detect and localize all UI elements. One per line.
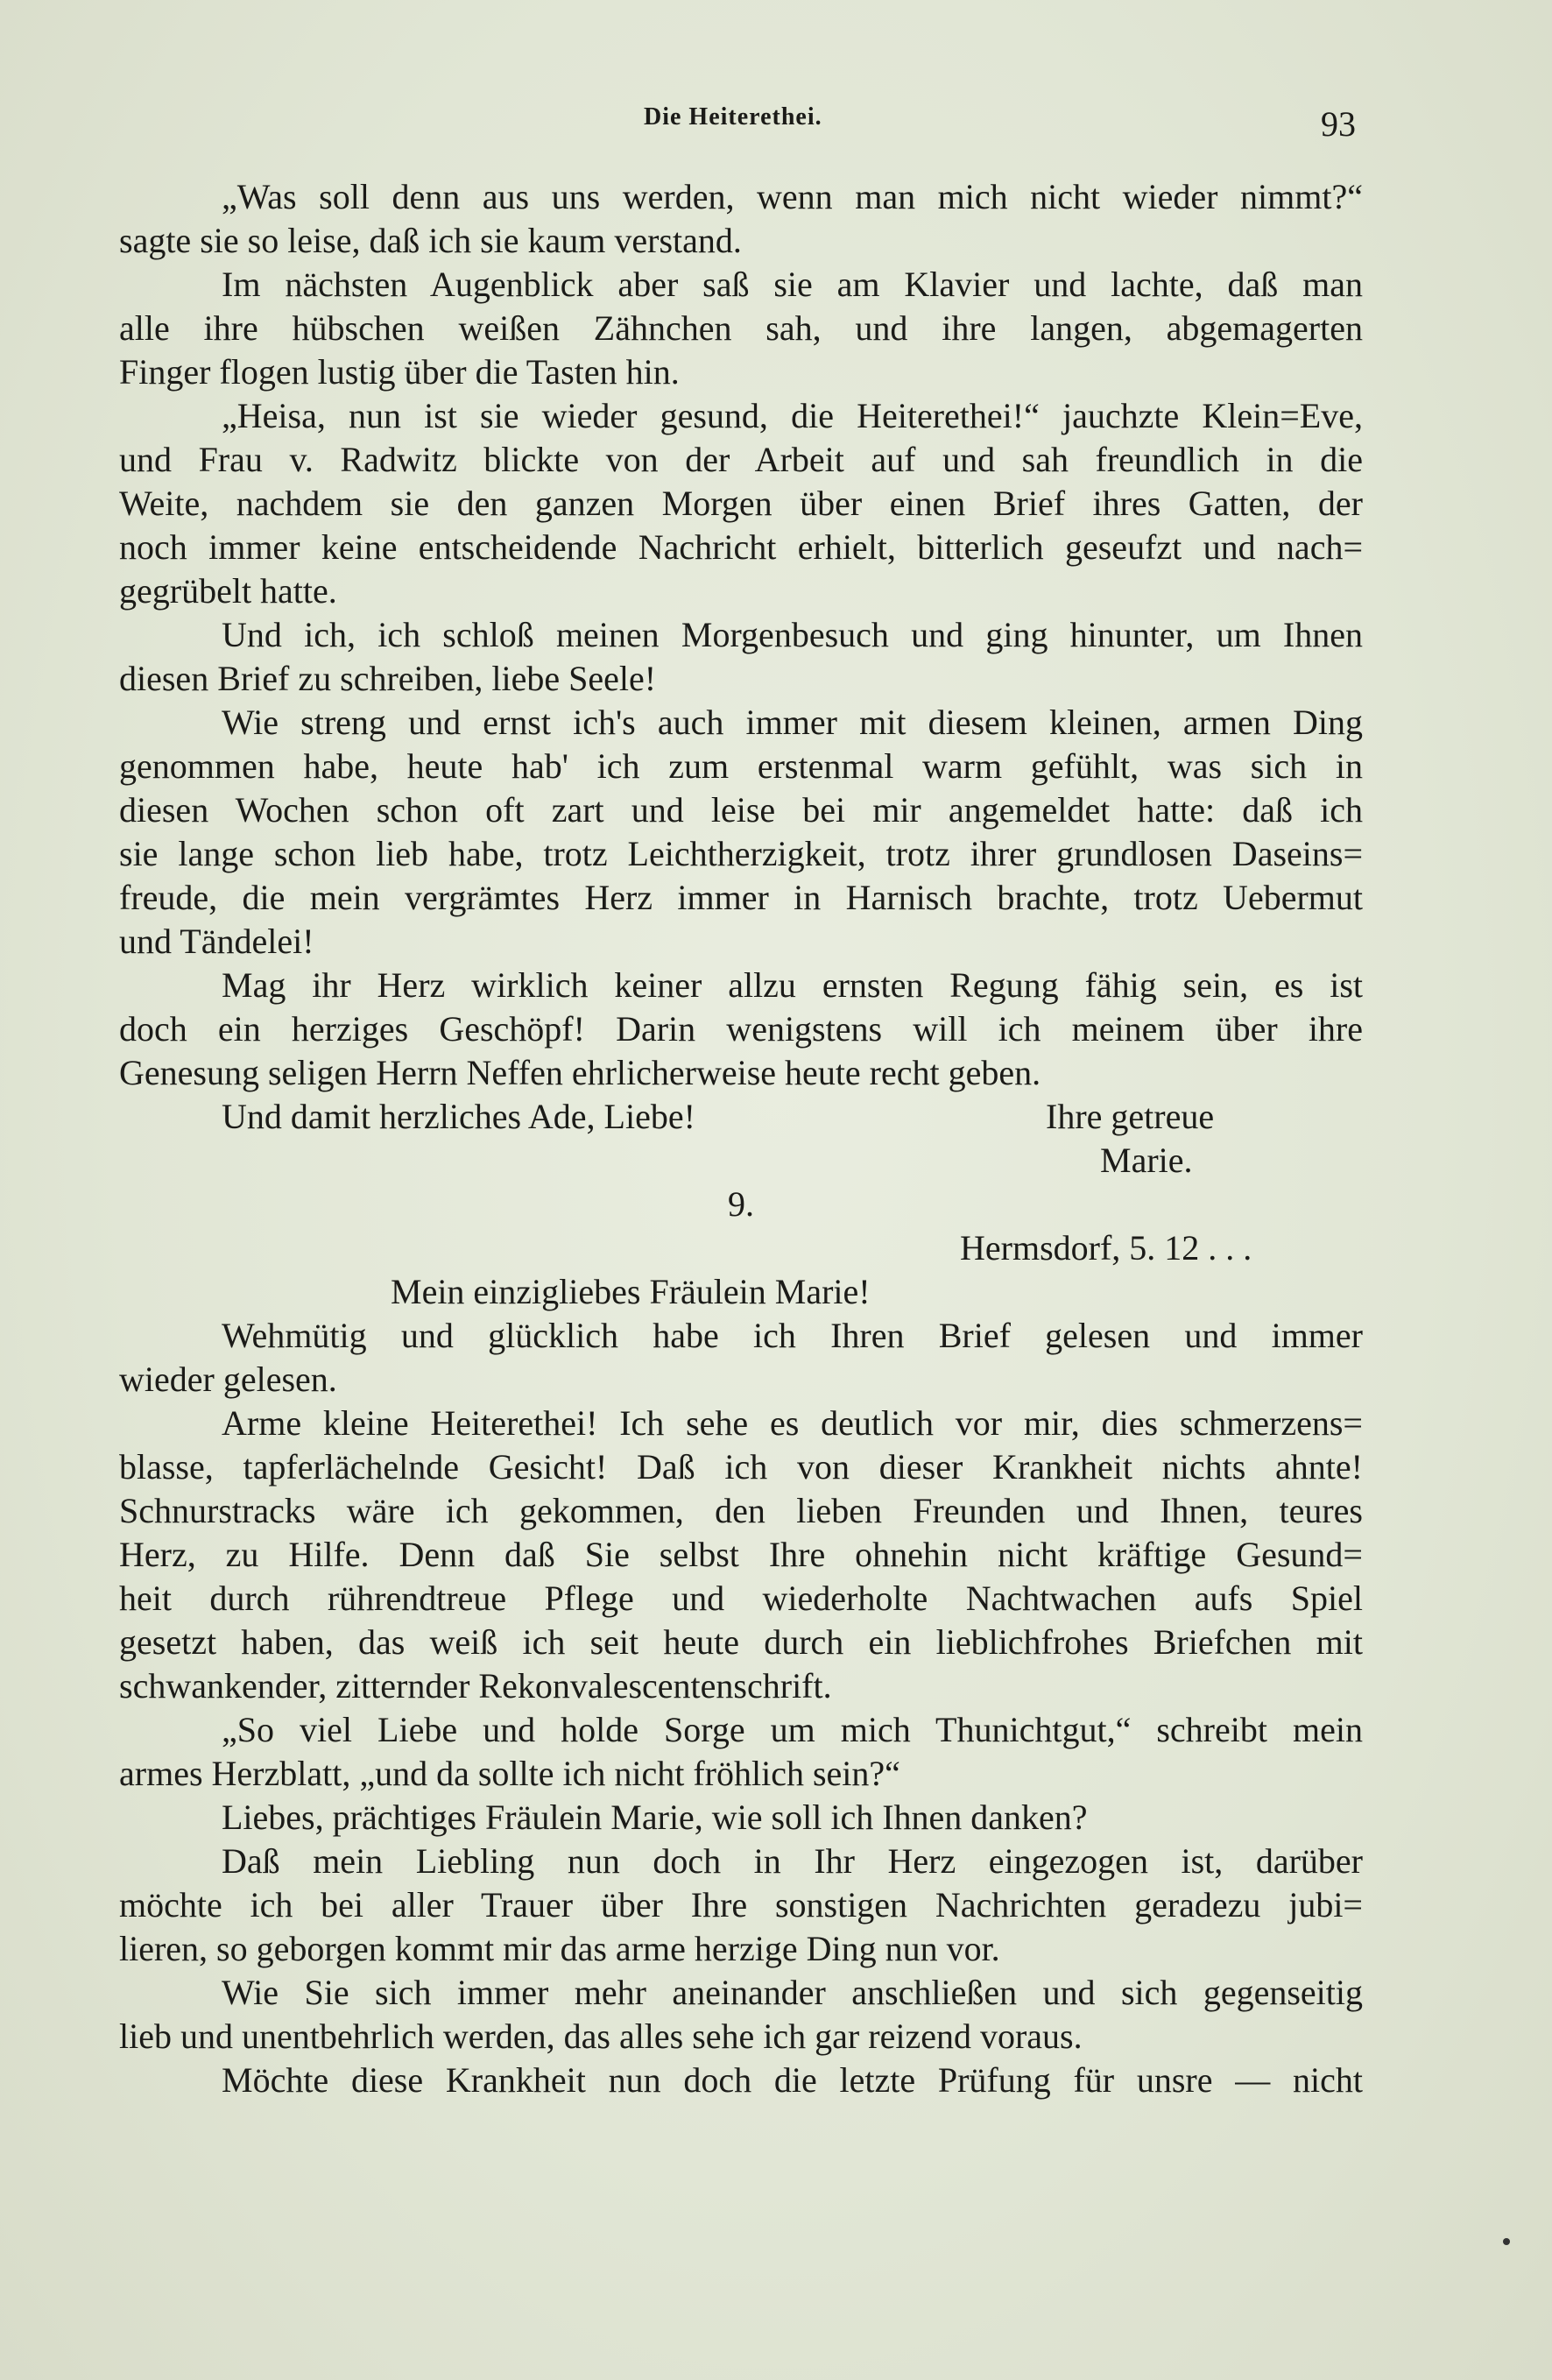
page-number: 93 [1321, 104, 1356, 144]
text-line: diesen Wochen schon oft zart und leise bei mir angemeldet hatte: daß ich [119, 790, 1363, 830]
text-line: genommen habe, heute hab' ich zum erstenmal warm gefühlt, was sich in [119, 746, 1363, 786]
running-head-title: Die Heiterethei. [644, 103, 822, 131]
text-line: Herz, zu Hilfe. Denn daß Sie selbst Ihre ohnehin nicht kräftige Gesund= [119, 1535, 1363, 1574]
text-line: schwankender, zitternder Rekonvalescentenschrift. [119, 1666, 832, 1706]
text-line: Weite, nachdem sie den ganzen Morgen über einen Brief ihres Gatten, der [119, 484, 1363, 523]
letter-dateline: Hermsdorf, 5. 12 . . . [960, 1228, 1252, 1268]
text-line: Liebes, prächtiges Fräulein Marie, wie soll ich Ihnen danken? [222, 1797, 1088, 1837]
text-line: Wie Sie sich immer mehr aneinander anschließen und sich gegenseitig [222, 1973, 1363, 2012]
text-line: Wie streng und ernst ich's auch immer mit diesem kleinen, armen Ding [222, 703, 1363, 742]
text-line: Mag ihr Herz wirklich keiner allzu ernsten Regung fähig sein, es ist [222, 965, 1363, 1005]
closing-signature-phrase: Ihre getreue [1046, 1097, 1215, 1136]
signature-name: Marie. [1100, 1141, 1193, 1180]
text-line: Genesung seligen Herrn Neffen ehrlicherweise heute recht geben. [119, 1053, 1041, 1092]
text-line: doch ein herziges Geschöpf! Darin wenigstens will ich meinem über ihre [119, 1009, 1363, 1049]
letter-number: 9. [728, 1184, 754, 1224]
letter-salutation: Mein einzigliebes Fräulein Marie! [391, 1272, 871, 1311]
text-line: lieren, so geborgen kommt mir das arme herzige Ding nun vor. [119, 1929, 1000, 1968]
text-line: heit durch rührendtreue Pflege und wiederholte Nachtwachen aufs Spiel [119, 1578, 1363, 1618]
body-text [119, 175, 1363, 2102]
text-line: „Was soll denn aus uns werden, wenn man mich nicht wieder nimmt?“ [222, 177, 1363, 216]
text-line: Wehmütig und glücklich habe ich Ihren Brief gelesen und immer [222, 1316, 1363, 1355]
text-line: und Frau v. Radwitz blickte von der Arbeit auf und sah freundlich in die [119, 440, 1363, 479]
text-line: lieb und unentbehrlich werden, das alles sehe ich gar reizend voraus. [119, 2016, 1083, 2056]
text-line: sagte sie so leise, daß ich sie kaum verstand. [119, 221, 742, 260]
text-line: Und ich, ich schloß meinen Morgenbesuch und ging hinunter, um Ihnen [222, 615, 1363, 654]
text-line: blasse, tapferlächelnde Gesicht! Daß ich von dieser Krankheit nichts ahnte! [119, 1447, 1363, 1487]
text-line: möchte ich bei aller Trauer über Ihre sonstigen Nachrichten geradezu jubi= [119, 1885, 1363, 1924]
text-line: freude, die mein vergrämtes Herz immer in Harnisch brachte, trotz Uebermut [119, 878, 1363, 917]
text-line: Im nächsten Augenblick aber saß sie am Klavier und lachte, daß man [222, 265, 1363, 304]
closing-line [119, 1095, 1363, 1139]
text-line: Schnurstracks wäre ich gekommen, den lieben Freunden und Ihnen, teures [119, 1491, 1363, 1530]
text-line: Arme kleine Heiterethei! Ich sehe es deutlich vor mir, dies schmerzens= [222, 1403, 1363, 1443]
text-line: Finger flogen lustig über die Tasten hin. [119, 352, 680, 392]
text-line: noch immer keine entscheidende Nachricht erhielt, bitterlich geseufzt und nach= [119, 527, 1363, 567]
text-line: „So viel Liebe und holde Sorge um mich Thunichtgut,“ schreibt mein [222, 1710, 1363, 1749]
text-line: alle ihre hübschen weißen Zähnchen sah, und ihre langen, abgemagerten [119, 308, 1363, 348]
text-line: gegrübelt hatte. [119, 571, 337, 611]
text-line: diesen Brief zu schreiben, liebe Seele! [119, 659, 657, 698]
paper-speck [1503, 2238, 1510, 2245]
text-line: und Tändelei! [119, 922, 314, 961]
closing-farewell: Und damit herzliches Ade, Liebe! [222, 1097, 695, 1136]
text-line: gesetzt haben, das weiß ich seit heute durch ein lieblichfrohes Briefchen mit [119, 1622, 1363, 1662]
text-line: armes Herzblatt, „und da sollte ich nicht fröhlich sein?“ [119, 1754, 900, 1793]
text-line: Daß mein Liebling nun doch in Ihr Herz eingezogen ist, darüber [222, 1841, 1363, 1881]
text-line: sie lange schon lieb habe, trotz Leichtherzigkeit, trotz ihrer grundlosen Daseins= [119, 834, 1363, 873]
text-line: Möchte diese Krankheit nun doch die letzte Prüfung für unsre — nicht [222, 2060, 1363, 2100]
text-line: wieder gelesen. [119, 1359, 337, 1399]
text-line: „Heisa, nun ist sie wieder gesund, die Heiterethei!“ jauchzte Klein=Eve, [222, 396, 1363, 435]
